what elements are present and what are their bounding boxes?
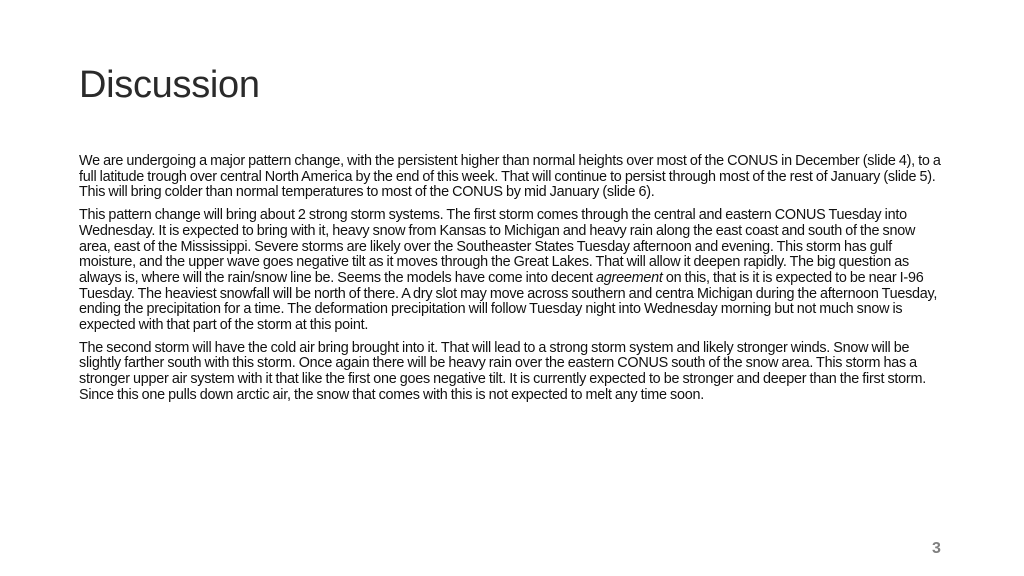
page-number: 3 (932, 540, 941, 557)
paragraph-pattern-change: We are undergoing a major pattern change, with the persistent higher than normal heights over most of the CONUS in December (slide 4), to a full latitude trough over central North America by the end of this week. That will continue to persist through most of the rest of January (slide 5). This will bring colder than normal temperatures to most of the CONUS by mid January (slide 6). (79, 153, 941, 201)
slide-title: Discussion (79, 64, 260, 106)
emphasis-agreement: agreement (596, 269, 663, 286)
paragraph-first-storm (79, 208, 949, 334)
slide-body (79, 154, 949, 411)
paragraph-second-storm: The second storm will have the cold air bring brought into it. That will lead to a strong storm system and likely stronger winds. Snow will be slightly farther south with this storm. Once again there will be heavy rain over the eastern CONUS south of the snow area. This storm has a stronger upper air system with it that like the first one goes negative tilt. It is currently expected to be stronger and deeper than the first storm. Since this one pulls down arctic air, the snow that comes with this is not expected to melt any time soon. (79, 339, 926, 403)
paragraph-first-storm-text-before: This pattern change will bring about 2 strong storm systems. The first storm comes through the central and eastern CONUS Tuesday into Wednesday. It is expected to bring with it, heavy snow from Kansas to Michigan and heavy rain along the east coast and south of the snow area, east of the Mississippi. Severe storms are likely over the Southeaster States Tuesday afternoon and evening. This storm has gulf moisture, and the upper wave goes negative tilt as it moves through the Great Lakes. That will allow it deepen rapidly. The big question as always is, where will the rain/snow line be. Seems the models have come into decent (79, 207, 916, 286)
paragraph-first-storm-text-after: on this, that is it is expected to be near I-96 Tuesday. The heaviest snowfall will be north of there. A dry slot may move across southern and centra Michigan during the afternoon Tuesday, ending the precipitation for a time. The deformation precipitation will follow Tuesday night into Wednesday morning but not much snow is expected with that part of the storm at this point. (79, 269, 938, 334)
